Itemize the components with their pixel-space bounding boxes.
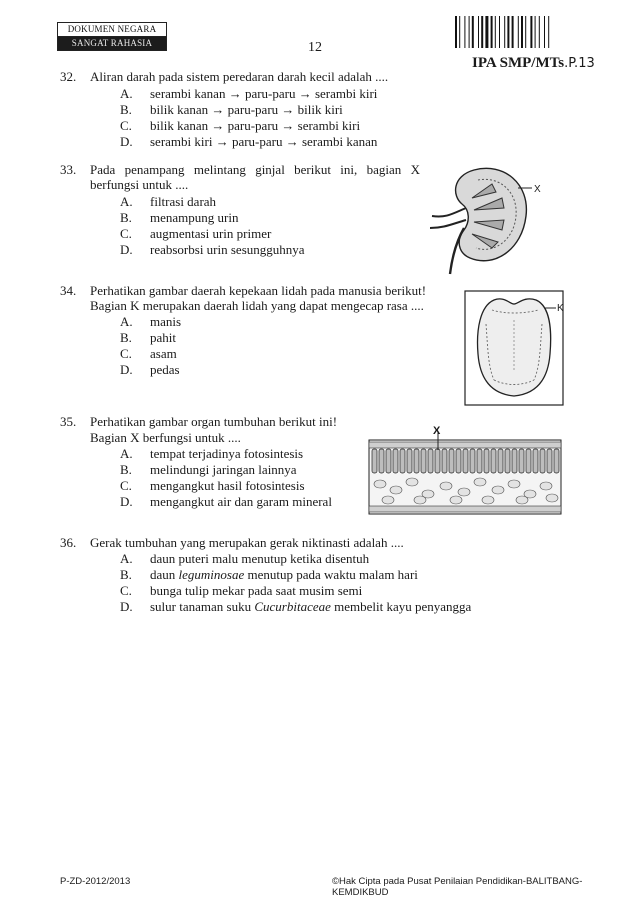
option-text: bilik kanan → paru-paru → serambi kiri bbox=[150, 118, 361, 133]
leaf-cross-section-figure bbox=[368, 424, 564, 516]
subject-text: IPA SMP/MTs bbox=[472, 55, 565, 71]
figure-label-x: X bbox=[433, 425, 441, 437]
option-letter: B. bbox=[120, 102, 132, 117]
option-letter: A. bbox=[120, 551, 133, 566]
option-letter: D. bbox=[120, 599, 133, 614]
tongue-taste-area-figure bbox=[464, 290, 566, 408]
option-letter: D. bbox=[120, 494, 133, 509]
option-text: bilik kanan → paru-paru → bilik kiri bbox=[150, 102, 343, 117]
question-number: 34. bbox=[60, 283, 77, 298]
option-letter: A. bbox=[120, 314, 133, 329]
footer-copyright: ©Hak Cipta pada Pusat Penilaian Pendidikan-BALITBANG-KEMDIKBUD bbox=[332, 876, 583, 898]
option-text-part: menutup pada waktu malam hari bbox=[244, 567, 418, 582]
question-text: Bagian K merupakan daerah lidah yang dapat mengecap rasa .... bbox=[90, 298, 424, 313]
question-text: Pada penampang melintang ginjal berikut ini, bagian X bbox=[90, 162, 420, 177]
question-number: 35. bbox=[60, 414, 77, 429]
page-number: 12 bbox=[308, 40, 322, 55]
question-text: Aliran darah pada sistem peredaran darah kecil adalah .... bbox=[90, 69, 389, 84]
option-text: mengangkut air dan garam mineral bbox=[150, 494, 332, 509]
figure-label-k: K bbox=[557, 303, 564, 314]
option-letter: C. bbox=[120, 583, 132, 598]
option-text-part: sulur tanaman suku bbox=[150, 599, 255, 614]
option-text bbox=[150, 567, 418, 582]
subject-handwritten: .P.13 bbox=[564, 56, 595, 71]
option-text: tempat terjadinya fotosintesis bbox=[150, 446, 304, 461]
option-text: manis bbox=[150, 314, 182, 329]
option-letter: D. bbox=[120, 134, 133, 149]
option-letter: A. bbox=[120, 86, 133, 101]
option-text: asam bbox=[150, 346, 177, 361]
question-text: Gerak tumbuhan yang merupakan gerak niktinasti adalah .... bbox=[90, 535, 404, 550]
option-text: bunga tulip mekar pada saat musim semi bbox=[150, 583, 363, 598]
option-text bbox=[150, 599, 471, 614]
option-text: daun puteri malu menutup ketika disentuh bbox=[150, 551, 370, 566]
question-text: Bagian X berfungsi untuk .... bbox=[90, 430, 241, 445]
option-letter: A. bbox=[120, 194, 133, 209]
option-text: menampung urin bbox=[150, 210, 239, 225]
question-number: 32. bbox=[60, 69, 77, 84]
option-text: serambi kiri → paru-paru → serambi kanan bbox=[150, 134, 378, 149]
secret-label: SANGAT RAHASIA bbox=[58, 37, 166, 50]
figure-label-x: X bbox=[534, 184, 541, 195]
option-text: serambi kanan → paru-paru → serambi kiri bbox=[150, 86, 378, 101]
footer-code: P-ZD-2012/2013 bbox=[60, 876, 131, 887]
option-letter: C. bbox=[120, 226, 132, 241]
option-letter: B. bbox=[120, 462, 132, 477]
question-text: Perhatikan gambar organ tumbuhan berikut ini! bbox=[90, 414, 338, 429]
option-text: reabsorbsi urin sesungguhnya bbox=[150, 242, 305, 257]
option-text: filtrasi darah bbox=[150, 194, 217, 209]
option-letter: D. bbox=[120, 362, 133, 377]
option-text: pedas bbox=[150, 362, 180, 377]
option-text-part: membelit kayu penyangga bbox=[330, 599, 472, 614]
option-text: augmentasi urin primer bbox=[150, 226, 272, 241]
kidney-cross-section-figure bbox=[422, 158, 542, 276]
option-text-italic: Cucurbitaceae bbox=[254, 599, 331, 614]
question-text: berfungsi untuk .... bbox=[90, 177, 189, 192]
option-text-italic: leguminosae bbox=[178, 567, 245, 582]
option-letter: C. bbox=[120, 478, 132, 493]
option-letter: D. bbox=[120, 242, 133, 257]
question-number: 33. bbox=[60, 162, 77, 177]
option-letter: B. bbox=[120, 210, 132, 225]
option-letter: A. bbox=[120, 446, 133, 461]
option-text: pahit bbox=[150, 330, 176, 345]
option-letter: C. bbox=[120, 118, 132, 133]
option-letter: B. bbox=[120, 567, 132, 582]
option-text-part: daun bbox=[150, 567, 179, 582]
question-text: Perhatikan gambar daerah kepekaan lidah pada manusia berikut! bbox=[90, 283, 427, 298]
barcode-icon bbox=[453, 14, 573, 50]
subject-title bbox=[472, 55, 595, 72]
option-text: melindungi jaringan lainnya bbox=[150, 462, 297, 477]
option-letter: C. bbox=[120, 346, 132, 361]
doc-label: DOKUMEN NEGARA bbox=[58, 23, 166, 37]
question-number: 36. bbox=[60, 535, 77, 550]
option-text: mengangkut hasil fotosintesis bbox=[150, 478, 305, 493]
document-classification-box bbox=[57, 22, 167, 51]
option-letter: B. bbox=[120, 330, 132, 345]
